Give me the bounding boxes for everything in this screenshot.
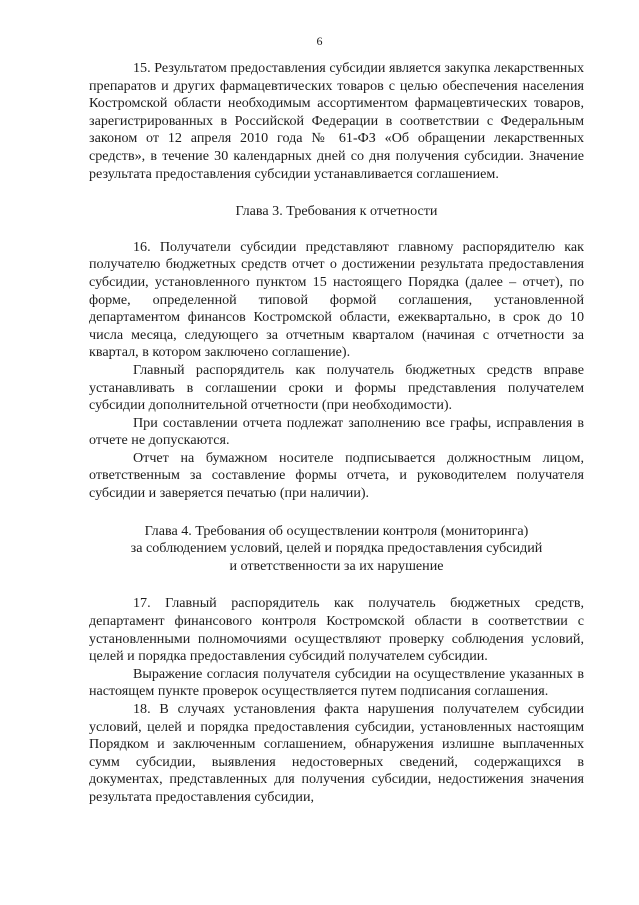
chapter-4-title-line-3: и ответственности за их нарушение (229, 557, 444, 574)
paragraph-16-rights: Главный распорядитель как получатель бюджетных средств вправе устанавливать в соглашении сроки и формы представления получателем субсидии дополнительной отчетности (при необходимости). (89, 361, 584, 414)
paragraph-16: 16. Получатели субсидии представляют главному распорядителю как получателю бюджетных средств отчет о достижении результата предоставления субсидии, установленного пунктом 15 настоящего Порядка (далее – отчет), по форме, определенной типовой формой соглашения, установленной департаментом финансов Костромской области, ежеквартально, в срок до 10 числа месяца, следующего за отчетным кварталом (начиная с отчетности за квартал, в котором заключено соглашение). (89, 238, 584, 361)
paragraph-17-consent: Выражение согласия получателя субсидии на осуществление указанных в настоящем пункте проверок осуществляется путем подписания соглашения. (89, 665, 584, 700)
paragraph-16-sign: Отчет на бумажном носителе подписывается должностным лицом, ответственным за составление формы отчета, и руководителем получателя субсидии и заверяется печатью (при наличии). (89, 449, 584, 502)
paragraph-15: 15. Результатом предоставления субсидии является закупка лекарственных препаратов и других фармацевтических товаров с целью обеспечения населения Костромской области необходимым ассортиментом фармацевтических товаров, зарегистрированных в Российской Федерации в соответствии с Федеральным законом от 12 апреля 2010 года № 61-ФЗ «Об обращении лекарственных средств», в течение 30 календарных дней со дня получения субсидии. Значение результата предоставления субсидии устанавливается соглашением. (89, 60, 584, 182)
chapter-4-title-line-2: за соблюдением условий, целей и порядка предоставления субсидий (130, 540, 543, 557)
paragraph-18: 18. В случаях установления факта нарушения получателем субсидии условий, целей и порядка предоставления субсидии, установленных настоящим Порядком и заключенным соглашением, обнаружения излишне выплаченных сумм субсидии, выявления недостоверных сведений, содержащихся в документах, представленных для получения субсидии, недостижения значения результата предоставления субсидии, (89, 701, 584, 805)
paragraph-17: 17. Главный распорядитель как получатель бюджетных средств, департамент финансового контроля Костромской области в соответствии с установленными полномочиями осуществляют проверку соблюдения условий, целей и порядка предоставления субсидий получателем субсидии. (89, 595, 584, 665)
chapter-3-title: Глава 3. Требования к отчетности (235, 203, 438, 220)
paragraph-16-fill: При составлении отчета подлежат заполнению все графы, исправления в отчете не допускаются. (89, 414, 584, 449)
page-number: 6 (316, 34, 323, 48)
document-body (89, 60, 584, 807)
chapter-4-title-line-1: Глава 4. Требования об осуществлении контроля (мониторинга) (144, 522, 529, 539)
